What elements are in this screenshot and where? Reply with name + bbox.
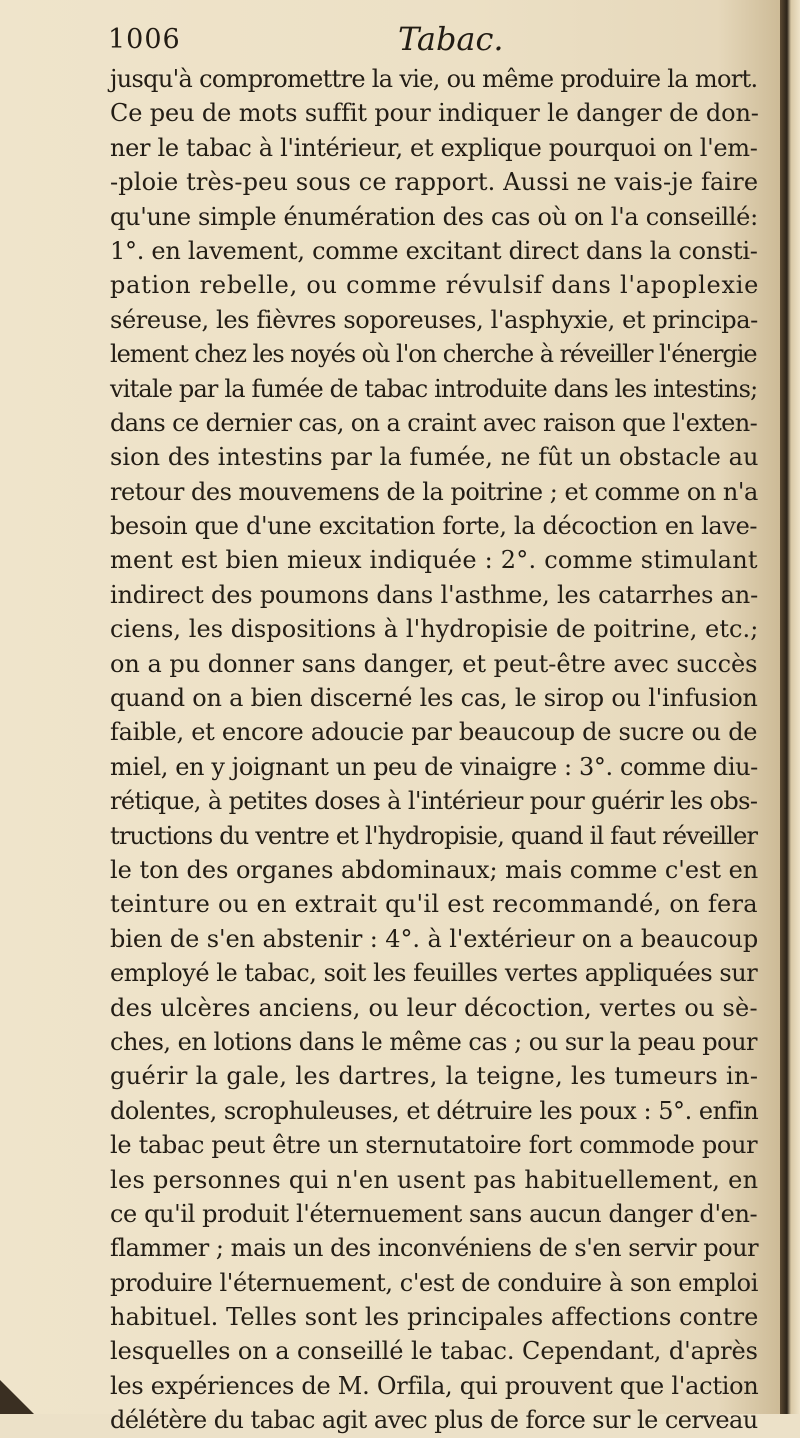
text-line: pation rebelle, ou comme révulsif dans l'apoplexie xyxy=(110,271,760,300)
text-line: guérir la gale, les dartres, la teigne, les tumeurs in- xyxy=(110,1062,759,1091)
text-line: rétique, à petites doses à l'intérieur pour guérir les obs- xyxy=(110,787,758,816)
text-line: flammer ; mais un des inconvéniens de s'en servir pour xyxy=(110,1234,759,1263)
text-line: indirect des poumons dans l'asthme, les catarrhes an- xyxy=(110,580,759,609)
text-line: miel, en y joignant un peu de vinaigre : 3°. comme diu- xyxy=(110,752,758,781)
text-line: ches, en lotions dans le même cas ; ou sur la peau pour xyxy=(110,1027,758,1056)
text-line: sion des intestins par la fumée, ne fût un obstacle au xyxy=(110,443,759,472)
text-line: les expériences de M. Orfila, qui prouvent que l'action xyxy=(110,1371,759,1400)
text-line: faible, et encore adoucie par beaucoup de sucre ou de xyxy=(110,718,758,747)
page-number: 1006 xyxy=(108,24,181,55)
text-line: retour des mouvemens de la poitrine ; et comme on n'a xyxy=(110,477,758,506)
text-line: vitale par la fumée de tabac introduite dans les intestins; xyxy=(110,374,758,403)
text-line: jusqu'à compromettre la vie, ou même produire la mort. xyxy=(110,65,758,93)
text-line: lesquelles on a conseillé le tabac. Cependant, d'après xyxy=(110,1337,758,1366)
text-line: ce qu'il produit l'éternuement sans aucun danger d'en- xyxy=(110,1199,758,1228)
text-line: bien de s'en abstenir : 4°. à l'extérieur on a beaucoup xyxy=(110,924,759,953)
text-line: dans ce dernier cas, on a craint avec raison que l'exten- xyxy=(110,408,758,437)
text-line: ciens, les dispositions à l'hydropisie de poitrine, etc.; xyxy=(110,615,759,644)
text-line: quand on a bien discerné les cas, le sirop ou l'infusion xyxy=(110,684,758,713)
page-header xyxy=(108,18,748,58)
text-line: habituel. Telles sont les principales affections contre xyxy=(110,1303,759,1332)
text-line: le tabac peut être un sternutatoire fort commode pour xyxy=(110,1131,758,1160)
body-text xyxy=(110,62,758,1438)
text-line: les personnes qui n'en usent pas habituellement, en xyxy=(110,1165,759,1194)
text-line: produire l'éternuement, c'est de conduire à son emploi xyxy=(110,1268,759,1297)
text-line: des ulcères anciens, ou leur décoction, vertes ou sè- xyxy=(110,993,758,1022)
page-edge-shadow xyxy=(780,0,800,1414)
running-title: Tabac. xyxy=(398,20,504,58)
text-line: délétère du tabac agit avec plus de force sur le cerveau xyxy=(110,1406,758,1435)
text-line: le ton des organes abdominaux; mais comme c'est en xyxy=(110,855,759,884)
text-line: dolentes, scrophuleuses, et détruire les poux : 5°. enfin xyxy=(110,1096,759,1125)
text-line: -ploie très-peu sous ce rapport. Aussi ne vais-je faire xyxy=(110,168,759,197)
text-line: 1°. en lavement, comme excitant direct dans la consti- xyxy=(110,236,758,265)
text-line: on a pu donner sans danger, et peut-être avec succès xyxy=(110,649,758,678)
text-line: Ce peu de mots suffit pour indiquer le danger de don- xyxy=(110,99,759,128)
page-corner-shadow xyxy=(0,1380,34,1414)
text-line: besoin que d'une excitation forte, la décoction en lave- xyxy=(110,512,758,541)
text-line: teinture ou en extrait qu'il est recommandé, on fera xyxy=(110,890,758,919)
text-line: tructions du ventre et l'hydropisie, quand il faut réveiller xyxy=(110,821,758,850)
text-line: qu'une simple énumération des cas où on l'a conseillé: xyxy=(110,202,758,231)
text-line: ment est bien mieux indiquée : 2°. comme stimulant xyxy=(110,546,758,575)
text-line: ner le tabac à l'intérieur, et explique pourquoi on l'em- xyxy=(110,133,758,162)
text-line: employé le tabac, soit les feuilles vertes appliquées sur xyxy=(110,959,758,988)
text-line: séreuse, les fièvres soporeuses, l'asphyxie, et principa- xyxy=(110,305,758,334)
text-line: lement chez les noyés où l'on cherche à réveiller l'énergie xyxy=(110,340,757,369)
